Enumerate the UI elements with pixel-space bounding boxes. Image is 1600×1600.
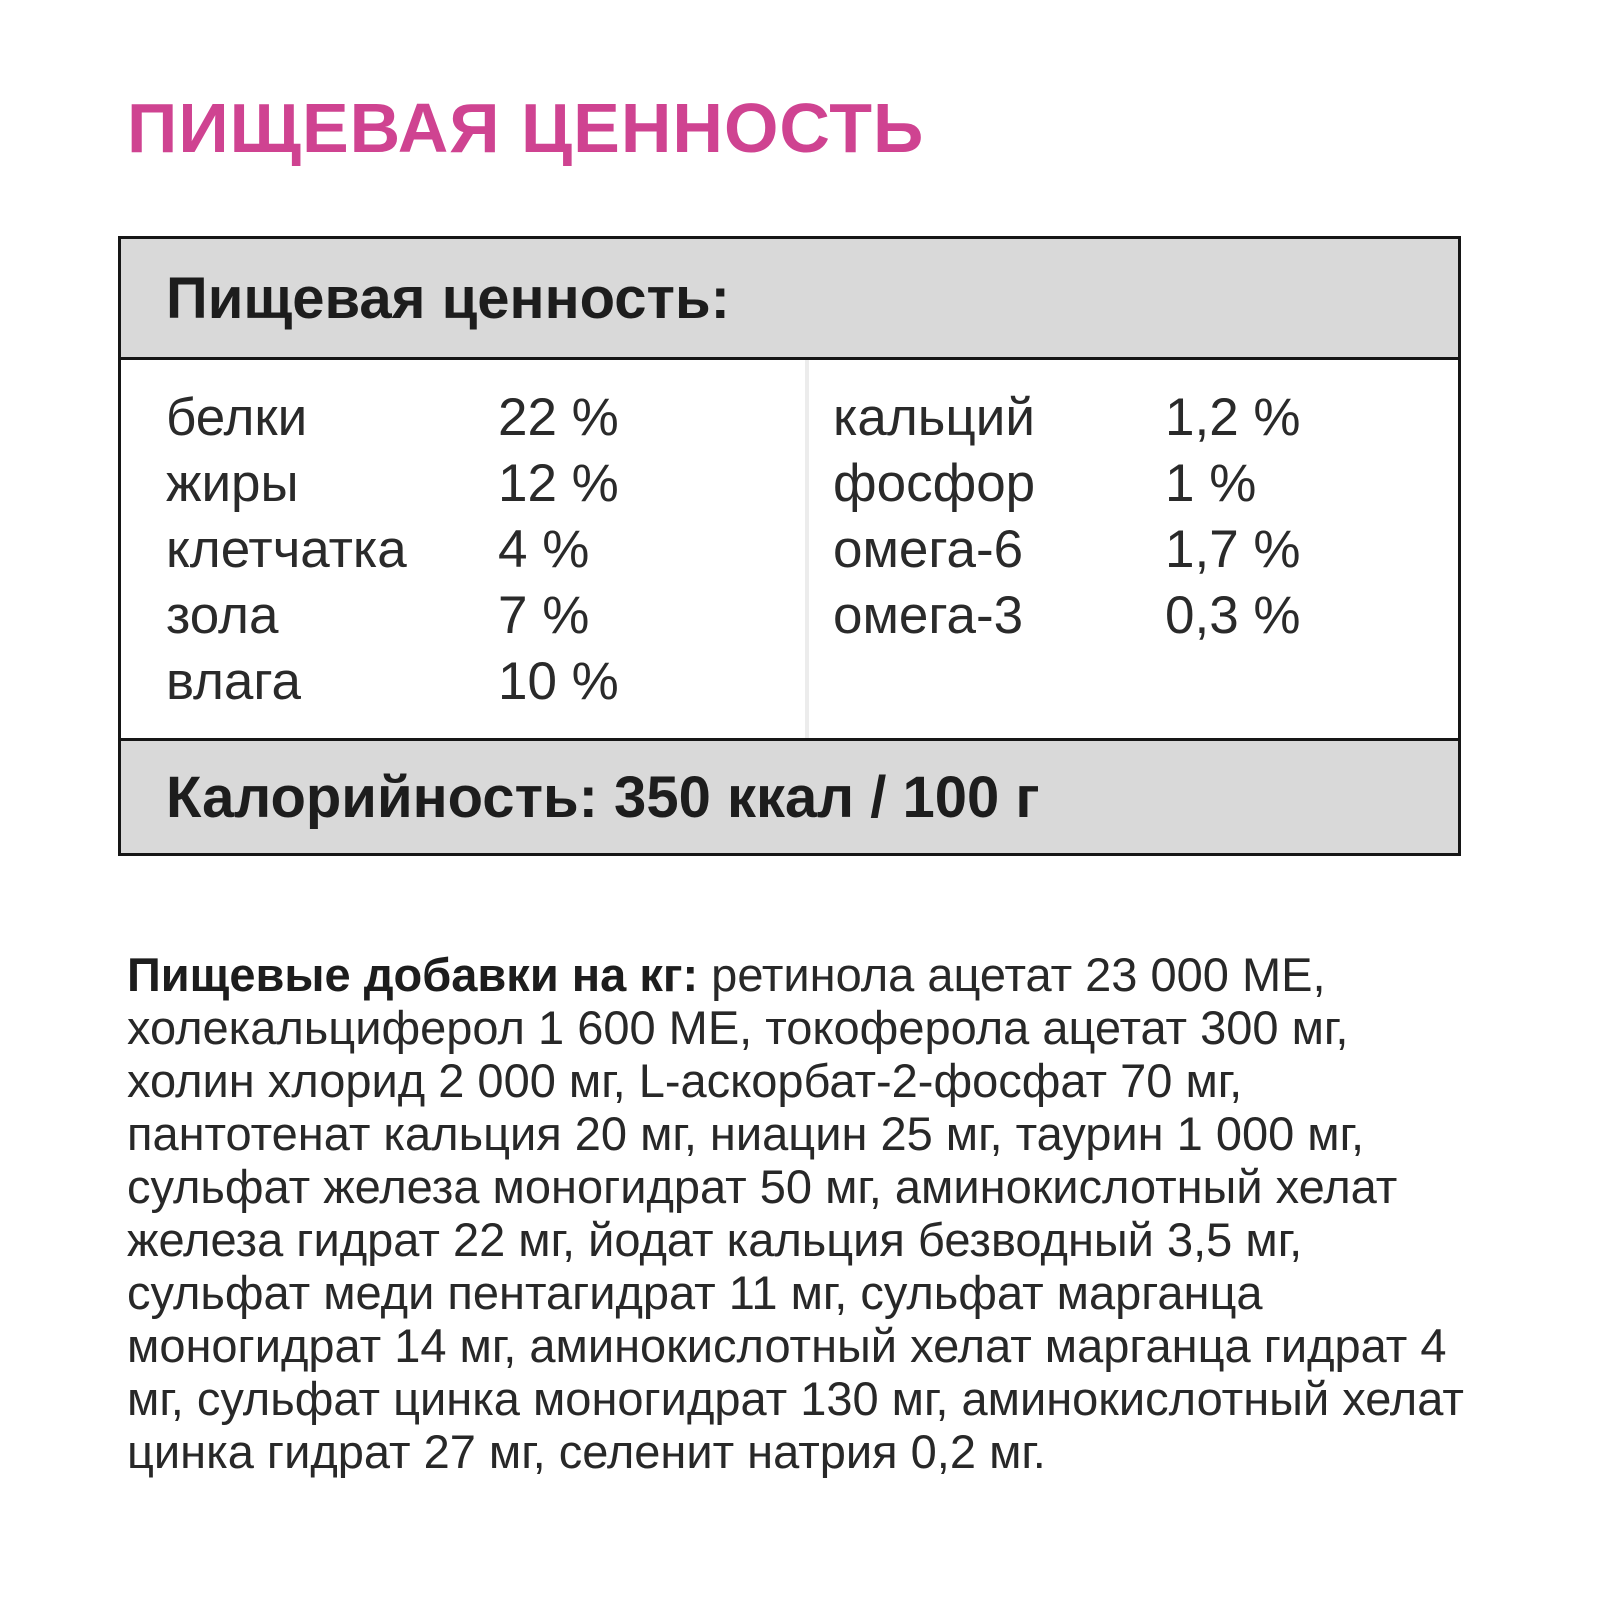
calories-row	[121, 738, 1458, 853]
calories-label: Калорийность: 350 ккал / 100 г	[166, 764, 1040, 830]
nutrient-label: жиры	[166, 453, 299, 513]
nutrient-label: белки	[166, 387, 308, 447]
nutrition-table-header	[121, 239, 1458, 360]
additives-text: ретинола ацетат 23 000 МЕ, холекальциферол 1 600 МЕ, токоферола ацетат 300 мг, холин хлорид 2 000 мг, L-аскорбат-2-фосфат 70 мг, пантотенат кальция 20 мг, ниацин 25 мг, таурин 1 000 мг, сульфат железа моногидрат 50 мг, аминокислотный хелат железа гидрат 22 мг, йодат кальция безводный 3,5 мг, сульфат меди пентагидрат 11 мг, сульфат марганца моногидрат 14 мг, аминокислотный хелат марганца гидрат 4 мг, сульфат цинка моногидрат 130 мг, аминокислотный хелат цинка гидрат 27 мг, селенит натрия 0,2 мг.	[127, 948, 1464, 1478]
nutrient-label: зола	[166, 585, 279, 645]
nutrient-row	[833, 582, 1413, 648]
nutrient-row	[833, 384, 1413, 450]
nutrient-row	[166, 516, 766, 582]
nutrients-left-column	[166, 384, 766, 714]
nutrient-label: влага	[166, 651, 301, 711]
nutrient-row	[166, 384, 766, 450]
nutrient-row	[166, 582, 766, 648]
nutrient-value: 22 %	[498, 387, 619, 447]
nutrient-row	[833, 450, 1413, 516]
nutrient-label: омега-6	[833, 519, 1024, 579]
nutrient-label: фосфор	[833, 453, 1036, 513]
additives-lead: Пищевые добавки на кг:	[127, 948, 699, 1001]
page-title: ПИЩЕВАЯ ЦЕННОСТЬ	[127, 89, 925, 167]
nutrient-value: 10 %	[498, 651, 619, 711]
nutrient-value: 12 %	[498, 453, 619, 513]
nutrient-value: 0,3 %	[1165, 585, 1301, 645]
nutrient-row	[833, 516, 1413, 582]
nutrient-value: 1 %	[1165, 453, 1257, 513]
nutrient-value: 1,2 %	[1165, 387, 1301, 447]
nutrient-label: кальций	[833, 387, 1035, 447]
nutrient-label: омега-3	[833, 585, 1024, 645]
nutrient-label: клетчатка	[166, 519, 407, 579]
nutrient-row	[166, 450, 766, 516]
additives-paragraph	[127, 948, 1479, 1478]
nutrient-value: 7 %	[498, 585, 590, 645]
nutrition-table-body	[121, 360, 1458, 738]
nutrient-value: 1,7 %	[1165, 519, 1301, 579]
column-divider	[805, 360, 809, 738]
nutrients-right-column	[833, 384, 1413, 648]
nutrition-table-header-label: Пищевая ценность:	[166, 265, 730, 331]
nutrient-value: 4 %	[498, 519, 590, 579]
nutrient-row	[166, 648, 766, 714]
nutrition-table	[118, 236, 1461, 856]
